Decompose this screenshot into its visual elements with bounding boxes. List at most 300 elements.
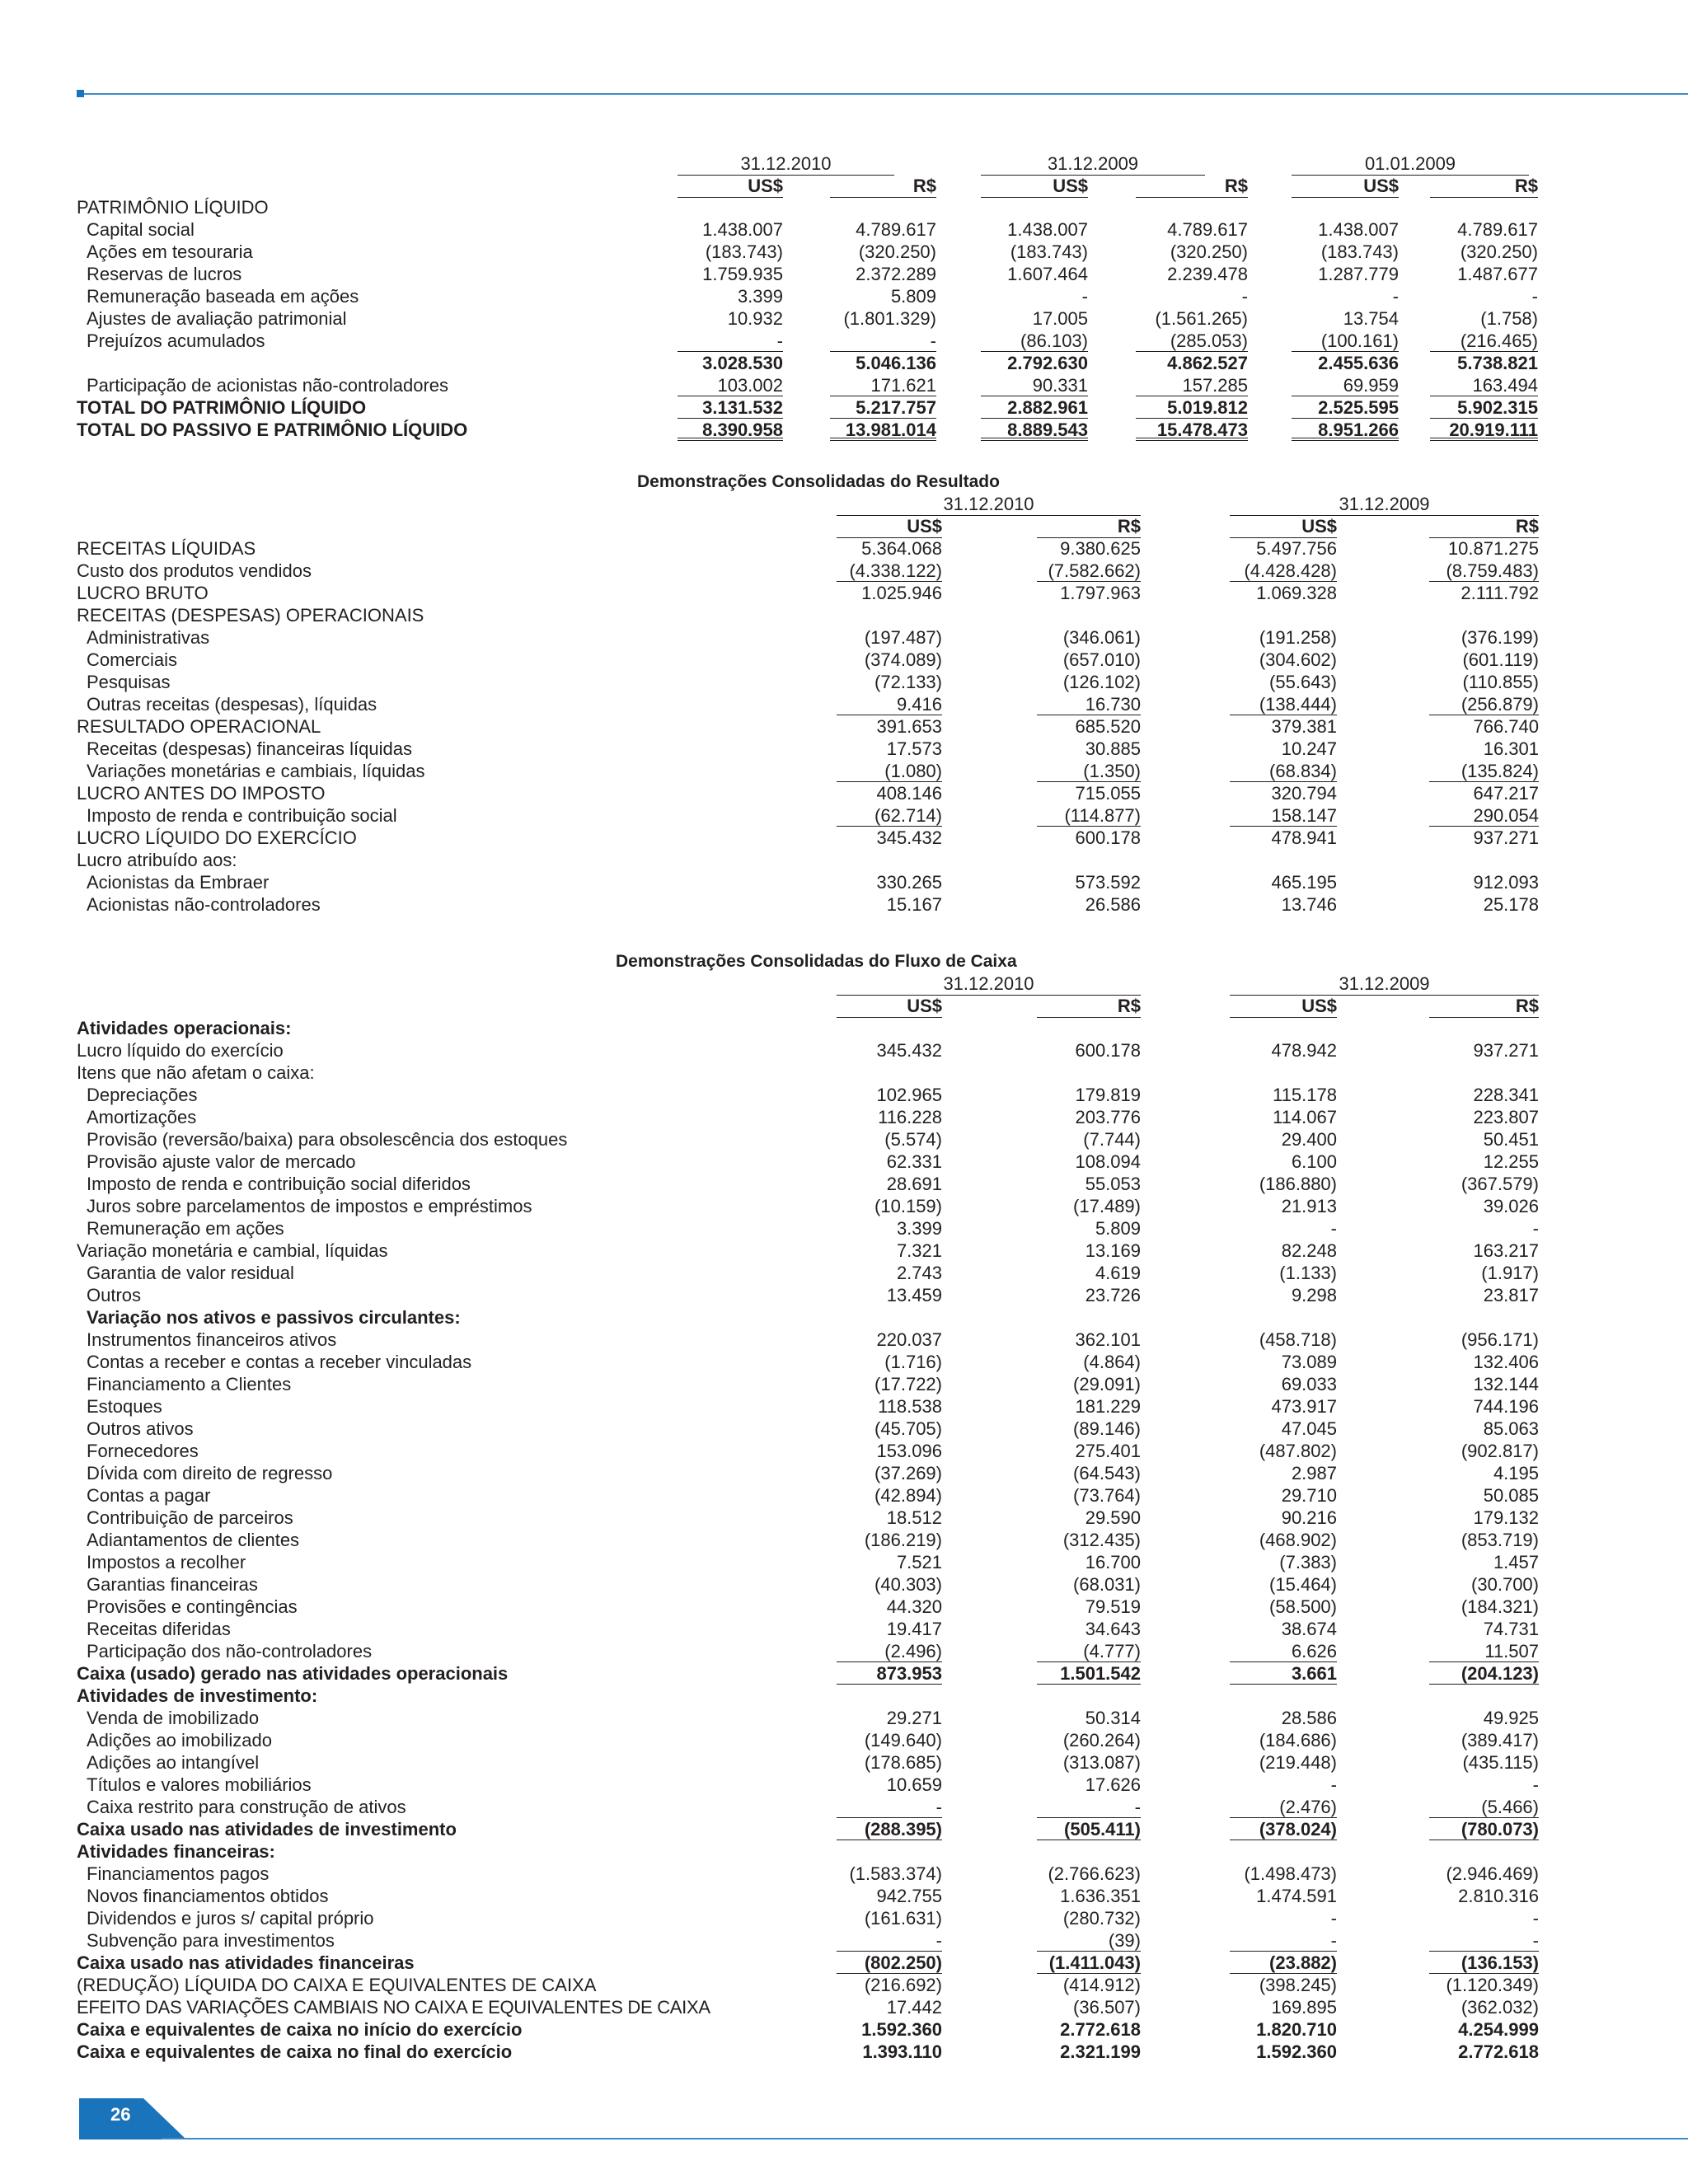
row-label: Dividendos e juros s/ capital próprio <box>87 1908 374 1929</box>
row-label: Adições ao intangível <box>87 1752 260 1773</box>
table-row <box>0 671 1688 693</box>
cell-value: (191.258) <box>1259 627 1337 648</box>
cell-value: (256.879) <box>1429 693 1539 715</box>
cell-value: 1.820.710 <box>1256 2019 1337 2040</box>
cell-value: 23.726 <box>1085 1285 1141 1305</box>
cell-value: (468.902) <box>1259 1530 1337 1550</box>
cell-value: (1.583.374) <box>849 1863 942 1884</box>
cell-value: (378.024) <box>1230 1818 1337 1840</box>
row-label: Ações em tesouraria <box>87 241 253 262</box>
row-label: Lucro líquido do exercício <box>77 1040 284 1061</box>
cell-value: 17.626 <box>1085 1774 1141 1795</box>
period-header: 31.12.2010 <box>678 152 894 176</box>
cell-value: (320.250) <box>858 241 936 262</box>
row-label: Lucro atribuído aos: <box>77 850 237 870</box>
row-label: Impostos a recolher <box>87 1552 246 1572</box>
cell-value: 13.746 <box>1281 894 1337 915</box>
table-row <box>0 560 1688 582</box>
cell-value: 937.271 <box>1473 827 1539 848</box>
cell-value: 275.401 <box>1075 1441 1141 1461</box>
cell-value: (780.073) <box>1429 1818 1539 1840</box>
cell-value: (4.864) <box>1083 1352 1141 1372</box>
table-row <box>0 1329 1688 1351</box>
cell-value: 49.925 <box>1483 1708 1539 1728</box>
cell-value: 103.002 <box>678 374 783 396</box>
cell-value: (15.464) <box>1269 1574 1337 1595</box>
currency-header: US$ <box>837 515 942 538</box>
row-label: Itens que não afetam o caixa: <box>77 1062 315 1083</box>
cell-value: (186.880) <box>1259 1174 1337 1194</box>
cell-value: (183.743) <box>1010 241 1088 262</box>
row-label: Participação dos não-controladores <box>87 1641 373 1661</box>
cell-value: (5.574) <box>884 1129 942 1150</box>
cell-value: (178.685) <box>864 1752 942 1773</box>
cell-value: 473.917 <box>1271 1396 1337 1417</box>
cell-value: 10.247 <box>1281 738 1337 759</box>
currency-header: R$ <box>1136 175 1248 198</box>
row-label: Outros <box>87 1285 142 1305</box>
cell-value: 29.590 <box>1085 1507 1141 1528</box>
cell-value: 4.254.999 <box>1458 2019 1539 2040</box>
currency-header: R$ <box>1037 995 1141 1018</box>
table-row <box>0 1395 1688 1418</box>
table-row <box>0 1573 1688 1596</box>
cell-value: (312.435) <box>1062 1530 1141 1550</box>
cell-value: (135.824) <box>1429 760 1539 782</box>
header-rule <box>79 93 1688 95</box>
cell-value: 179.819 <box>1075 1085 1141 1105</box>
cell-value: (55.643) <box>1269 672 1337 692</box>
cell-value: (2.766.623) <box>1048 1863 1141 1884</box>
cell-value: (2.496) <box>837 1640 942 1662</box>
cell-value: (414.912) <box>1062 1975 1141 1995</box>
table-row <box>0 626 1688 649</box>
cell-value: (389.417) <box>1461 1730 1539 1750</box>
cell-value: 1.592.360 <box>1256 2041 1337 2062</box>
table-row <box>0 649 1688 671</box>
currency-header: US$ <box>1230 515 1337 538</box>
cell-value: 15.478.473 <box>1136 419 1248 441</box>
cell-value: 114.067 <box>1273 1107 1337 1127</box>
cell-value: 26.586 <box>1085 894 1141 915</box>
cell-value: 29.710 <box>1281 1485 1337 1506</box>
cell-value: 16.700 <box>1085 1552 1141 1572</box>
table-row <box>0 419 1688 441</box>
cell-value: (362.032) <box>1461 1997 1539 2018</box>
table-row <box>0 1262 1688 1284</box>
cell-value: 465.195 <box>1271 872 1337 893</box>
page-number-tab <box>79 2098 186 2139</box>
cell-value: (23.882) <box>1230 1952 1337 1974</box>
cell-value: 4.862.527 <box>1167 353 1248 373</box>
currency-header: R$ <box>1429 515 1539 538</box>
cell-value: 478.942 <box>1271 1040 1337 1061</box>
row-label: TOTAL DO PASSIVO E PATRIMÔNIO LÍQUIDO <box>77 419 468 440</box>
cell-value: (17.489) <box>1073 1196 1141 1216</box>
cell-value: (110.855) <box>1462 672 1539 692</box>
table-row <box>0 604 1688 626</box>
row-label: Dívida com direito de regresso <box>87 1463 333 1483</box>
table-row <box>0 1551 1688 1573</box>
row-label: Contas a receber e contas a receber vinculadas <box>87 1352 472 1372</box>
cell-value: 1.759.935 <box>702 264 783 284</box>
cell-value: 4.789.617 <box>856 219 936 240</box>
table-row <box>0 893 1688 916</box>
table-row <box>0 1774 1688 1796</box>
cell-value: 5.019.812 <box>1136 396 1248 419</box>
cell-value: 17.442 <box>886 1997 942 2018</box>
row-label: RECEITAS (DESPESAS) OPERACIONAIS <box>77 605 424 626</box>
table-row <box>0 715 1688 738</box>
cell-value: (126.102) <box>1062 672 1141 692</box>
row-label: Financiamentos pagos <box>87 1863 270 1884</box>
table-row <box>0 1863 1688 1885</box>
cell-value: 9.416 <box>837 693 942 715</box>
cell-value: 647.217 <box>1473 783 1539 804</box>
cell-value: (285.053) <box>1136 330 1248 352</box>
row-label: Remuneração baseada em ações <box>87 286 359 307</box>
row-label: Fornecedores <box>87 1441 199 1461</box>
cell-value: 1.501.542 <box>1037 1662 1141 1685</box>
cell-value: (73.764) <box>1073 1485 1141 1506</box>
row-label: Ajustes de avaliação patrimonial <box>87 308 347 329</box>
cell-value: 8.390.958 <box>678 419 783 441</box>
cell-value: (4.428.428) <box>1230 560 1337 582</box>
header-accent-dot <box>77 90 84 97</box>
cell-value: (435.115) <box>1462 1752 1539 1773</box>
row-label: Novos financiamentos obtidos <box>87 1886 329 1906</box>
cell-value: (7.744) <box>1083 1129 1141 1150</box>
cell-value: 6.626 <box>1230 1640 1337 1662</box>
cell-value: (376.199) <box>1461 627 1539 648</box>
table-row <box>0 2018 1688 2041</box>
table-row <box>0 374 1688 396</box>
cell-value: 16.301 <box>1483 738 1539 759</box>
cell-value: (2.476) <box>1230 1796 1337 1818</box>
cell-value: - <box>830 330 936 352</box>
period-header: 31.12.2009 <box>1230 972 1539 996</box>
row-label: Outros ativos <box>87 1418 194 1439</box>
cell-value: 4.789.617 <box>1457 219 1538 240</box>
table-row <box>0 1840 1688 1863</box>
table-row <box>0 1284 1688 1306</box>
table-row <box>0 1885 1688 1907</box>
currency-header: US$ <box>1230 995 1337 1018</box>
row-label: Venda de imobilizado <box>87 1708 260 1728</box>
row-label: Caixa usado nas atividades de investimento <box>77 1819 457 1840</box>
row-label: Prejuízos acumulados <box>87 330 265 351</box>
cell-value: 223.807 <box>1473 1107 1539 1127</box>
cell-value: 69.959 <box>1292 374 1399 396</box>
cell-value: (1.120.349) <box>1446 1975 1539 1995</box>
table-row <box>0 1974 1688 1996</box>
cell-value: 937.271 <box>1473 1040 1539 1061</box>
cell-value: 1.025.946 <box>861 583 942 603</box>
table-row <box>0 738 1688 760</box>
cell-value: 573.592 <box>1075 872 1141 893</box>
table-row <box>0 1929 1688 1952</box>
cell-value: (36.507) <box>1073 1997 1141 2018</box>
cell-value: 10.659 <box>886 1774 942 1795</box>
cell-value: 2.525.595 <box>1292 396 1399 419</box>
cell-value: (10.159) <box>874 1196 942 1216</box>
row-label: Capital social <box>87 219 195 240</box>
cell-value: 1.438.007 <box>1007 219 1088 240</box>
cell-value: 5.217.757 <box>830 396 936 419</box>
row-label: Atividades operacionais: <box>77 1018 292 1038</box>
cell-value: 290.054 <box>1429 804 1539 827</box>
cell-value: - <box>837 1929 942 1952</box>
cell-value: 132.406 <box>1473 1352 1539 1372</box>
cell-value: 10.871.275 <box>1447 538 1539 559</box>
cell-value: 18.512 <box>886 1507 942 1528</box>
period-header: 01.01.2009 <box>1292 152 1529 176</box>
row-label: (REDUÇÃO) LÍQUIDA DO CAIXA E EQUIVALENTES DE CAIXA <box>77 1975 597 1995</box>
row-label: Imposto de renda e contribuição social diferidos <box>87 1174 471 1194</box>
row-label: EFEITO DAS VARIAÇÕES CAMBIAIS NO CAIXA E EQUIVALENTES DE CAIXA <box>77 1997 710 2018</box>
currency-header: R$ <box>1037 515 1141 538</box>
cell-value: (216.692) <box>864 1975 942 1995</box>
table-row <box>0 1217 1688 1240</box>
cell-value: 171.621 <box>830 374 936 396</box>
cell-value: (37.269) <box>874 1463 942 1483</box>
cell-value: 62.331 <box>886 1151 942 1172</box>
cell-value: 942.755 <box>876 1886 942 1906</box>
cell-value: 228.341 <box>1473 1085 1539 1105</box>
cell-value: 28.691 <box>886 1174 942 1194</box>
table-row <box>0 827 1688 849</box>
cell-value: 330.265 <box>876 872 942 893</box>
table-row <box>0 1952 1688 1974</box>
table-row <box>0 1462 1688 1484</box>
cell-value: 2.772.618 <box>1060 2019 1141 2040</box>
cell-value: (1.917) <box>1481 1263 1539 1283</box>
cell-value: 2.810.316 <box>1458 1886 1539 1906</box>
cell-value: 2.111.792 <box>1461 583 1539 603</box>
cell-value: 85.063 <box>1483 1418 1539 1439</box>
cell-value: (1.133) <box>1279 1263 1337 1283</box>
table-row <box>0 1418 1688 1440</box>
cell-value: 179.132 <box>1473 1507 1539 1528</box>
table-row <box>0 871 1688 893</box>
cell-value: (30.700) <box>1471 1574 1539 1595</box>
table-row <box>0 2041 1688 2063</box>
row-label: Remuneração em ações <box>87 1218 284 1239</box>
cell-value: 3.131.532 <box>678 396 783 419</box>
cell-value: 34.643 <box>1085 1619 1141 1639</box>
cell-value: 9.380.625 <box>1060 538 1141 559</box>
row-label: Contas a pagar <box>87 1485 211 1506</box>
table-row <box>0 1596 1688 1618</box>
table-row <box>0 1195 1688 1217</box>
row-label: RECEITAS LÍQUIDAS <box>77 538 256 559</box>
cell-value: 17.005 <box>1032 308 1088 329</box>
row-label: Provisão (reversão/baixa) para obsolescência dos estoques <box>87 1129 568 1150</box>
statement-title: Demonstrações Consolidadas do Fluxo de Caixa <box>616 952 1017 971</box>
cell-value: (183.743) <box>1320 241 1399 262</box>
cell-value: - <box>1330 1774 1337 1795</box>
cell-value: 5.364.068 <box>861 538 942 559</box>
cell-value: 19.417 <box>886 1619 942 1639</box>
cell-value: (197.487) <box>864 627 942 648</box>
cell-value: (161.631) <box>864 1908 942 1929</box>
row-label: Garantia de valor residual <box>87 1263 294 1283</box>
table-row <box>0 196 1688 218</box>
cell-value: (1.716) <box>884 1352 942 1372</box>
statement-title: Demonstrações Consolidadas do Resultado <box>637 472 1000 491</box>
table-row <box>0 263 1688 285</box>
cell-value: 1.438.007 <box>702 219 783 240</box>
row-label: RESULTADO OPERACIONAL <box>77 716 321 737</box>
table-row <box>0 1017 1688 1039</box>
row-label: Comerciais <box>87 649 178 670</box>
currency-header: US$ <box>837 995 942 1018</box>
cell-value: 163.494 <box>1430 374 1538 396</box>
cell-value: 2.321.199 <box>1060 2041 1141 2062</box>
cell-value: 345.432 <box>876 827 942 848</box>
cell-value: (374.089) <box>864 649 942 670</box>
page-number: 26 <box>110 2104 131 2125</box>
cell-value: (320.250) <box>1460 241 1538 262</box>
cell-value: 379.381 <box>1271 716 1337 737</box>
cell-value: 132.144 <box>1473 1374 1539 1394</box>
table-row <box>0 537 1688 560</box>
cell-value: 6.100 <box>1291 1151 1337 1172</box>
cell-value: 29.400 <box>1281 1129 1337 1150</box>
cell-value: 30.885 <box>1085 738 1141 759</box>
cell-value: (100.161) <box>1292 330 1399 352</box>
table-row <box>0 352 1688 374</box>
cell-value: 2.772.618 <box>1458 2041 1539 2062</box>
row-label: Variação monetária e cambial, líquidas <box>77 1240 388 1261</box>
currency-header: R$ <box>1430 175 1538 198</box>
row-label: Adições ao imobilizado <box>87 1730 273 1750</box>
cell-value: 600.178 <box>1075 827 1141 848</box>
cell-value: (45.705) <box>874 1418 942 1439</box>
cell-value: 39.026 <box>1483 1196 1539 1216</box>
row-label: Variações monetárias e cambiais, líquidas <box>87 761 425 781</box>
cell-value: 320.794 <box>1271 783 1337 804</box>
cell-value: (17.722) <box>874 1374 942 1394</box>
cell-value: 391.653 <box>876 716 942 737</box>
cell-value: (1.080) <box>837 760 942 782</box>
cell-value: 1.438.007 <box>1318 219 1399 240</box>
cell-value: 15.167 <box>886 894 942 915</box>
cell-value: (184.686) <box>1259 1730 1337 1750</box>
table-row <box>0 307 1688 330</box>
cell-value: 4.789.617 <box>1167 219 1248 240</box>
period-header: 31.12.2009 <box>1230 493 1539 516</box>
cell-value: 29.271 <box>886 1708 942 1728</box>
row-label: Administrativas <box>87 627 210 648</box>
row-label: LUCRO LÍQUIDO DO EXERCÍCIO <box>77 827 357 848</box>
cell-value: 685.520 <box>1075 716 1141 737</box>
currency-header: US$ <box>678 175 783 198</box>
cell-value: 17.573 <box>886 738 942 759</box>
cell-value: 2.882.961 <box>981 396 1088 419</box>
cell-value: 4.195 <box>1493 1463 1539 1483</box>
cell-value: 47.045 <box>1281 1418 1337 1439</box>
cell-value: (184.321) <box>1461 1596 1539 1617</box>
currency-header: US$ <box>1292 175 1399 198</box>
table-row <box>0 1640 1688 1662</box>
cell-value: - <box>1532 1774 1539 1795</box>
table-row <box>0 1907 1688 1929</box>
cell-value: (2.946.469) <box>1446 1863 1539 1884</box>
cell-value: 163.217 <box>1473 1240 1539 1261</box>
cell-value: 1.607.464 <box>1007 264 1088 284</box>
table-row <box>0 1529 1688 1551</box>
cell-value: 5.497.756 <box>1256 538 1337 559</box>
cell-value: (313.087) <box>1062 1752 1141 1773</box>
cell-value: 478.941 <box>1271 827 1337 848</box>
cell-value: 2.239.478 <box>1167 264 1248 284</box>
row-label: Imposto de renda e contribuição social <box>87 805 397 826</box>
table-row <box>0 582 1688 604</box>
cell-value: 1.393.110 <box>862 2041 942 2062</box>
cell-value: (216.465) <box>1430 330 1538 352</box>
cell-value: 2.455.636 <box>1318 353 1399 373</box>
cell-value: (1.498.473) <box>1244 1863 1337 1884</box>
table-row <box>0 693 1688 715</box>
cell-value: (280.732) <box>1062 1908 1141 1929</box>
cell-value: 82.248 <box>1281 1240 1337 1261</box>
cell-value: 74.731 <box>1483 1619 1539 1639</box>
cell-value: 20.919.111 <box>1430 419 1538 441</box>
cell-value: 16.730 <box>1037 693 1141 715</box>
cell-value: 50.085 <box>1483 1485 1539 1506</box>
cell-value: (89.146) <box>1073 1418 1141 1439</box>
table-row <box>0 396 1688 419</box>
row-label: Provisão ajuste valor de mercado <box>87 1151 356 1172</box>
period-header: 31.12.2010 <box>837 972 1141 996</box>
cell-value: 21.913 <box>1281 1196 1337 1216</box>
cell-value: 181.229 <box>1075 1396 1141 1417</box>
row-label: Garantias financeiras <box>87 1574 258 1595</box>
cell-value: 3.661 <box>1230 1662 1337 1685</box>
table-row <box>0 849 1688 871</box>
cell-value: 9.298 <box>1291 1285 1337 1305</box>
row-label: Provisões e contingências <box>87 1596 298 1617</box>
cell-value: (219.448) <box>1259 1752 1337 1773</box>
row-label: PATRIMÔNIO LÍQUIDO <box>77 197 269 218</box>
cell-value: (114.877) <box>1037 804 1141 827</box>
cell-value: 108.094 <box>1075 1151 1141 1172</box>
cell-value: (204.123) <box>1429 1662 1539 1685</box>
cell-value: 5.738.821 <box>1457 353 1538 373</box>
table-row <box>0 1351 1688 1373</box>
row-label: Juros sobre parcelamentos de impostos e empréstimos <box>87 1196 532 1216</box>
row-label: Financiamento a Clientes <box>87 1374 292 1394</box>
cell-value: 90.331 <box>981 374 1088 396</box>
cell-value: 90.216 <box>1281 1507 1337 1528</box>
cell-value: (183.743) <box>705 241 783 262</box>
currency-header: R$ <box>1429 995 1539 1018</box>
cell-value: 13.754 <box>1343 308 1399 329</box>
period-header: 31.12.2010 <box>837 493 1141 516</box>
cell-value: - <box>1037 1796 1141 1818</box>
cell-value: (1.801.329) <box>843 308 936 329</box>
cell-value: 873.953 <box>837 1662 942 1685</box>
cell-value: (4.777) <box>1037 1640 1141 1662</box>
table-row <box>0 218 1688 241</box>
cell-value: - <box>1429 1929 1539 1952</box>
cell-value: - <box>1531 286 1538 307</box>
cell-value: 1.474.591 <box>1256 1886 1337 1906</box>
cell-value: (487.802) <box>1259 1441 1337 1461</box>
table-row <box>0 782 1688 804</box>
row-label: Amortizações <box>87 1107 197 1127</box>
